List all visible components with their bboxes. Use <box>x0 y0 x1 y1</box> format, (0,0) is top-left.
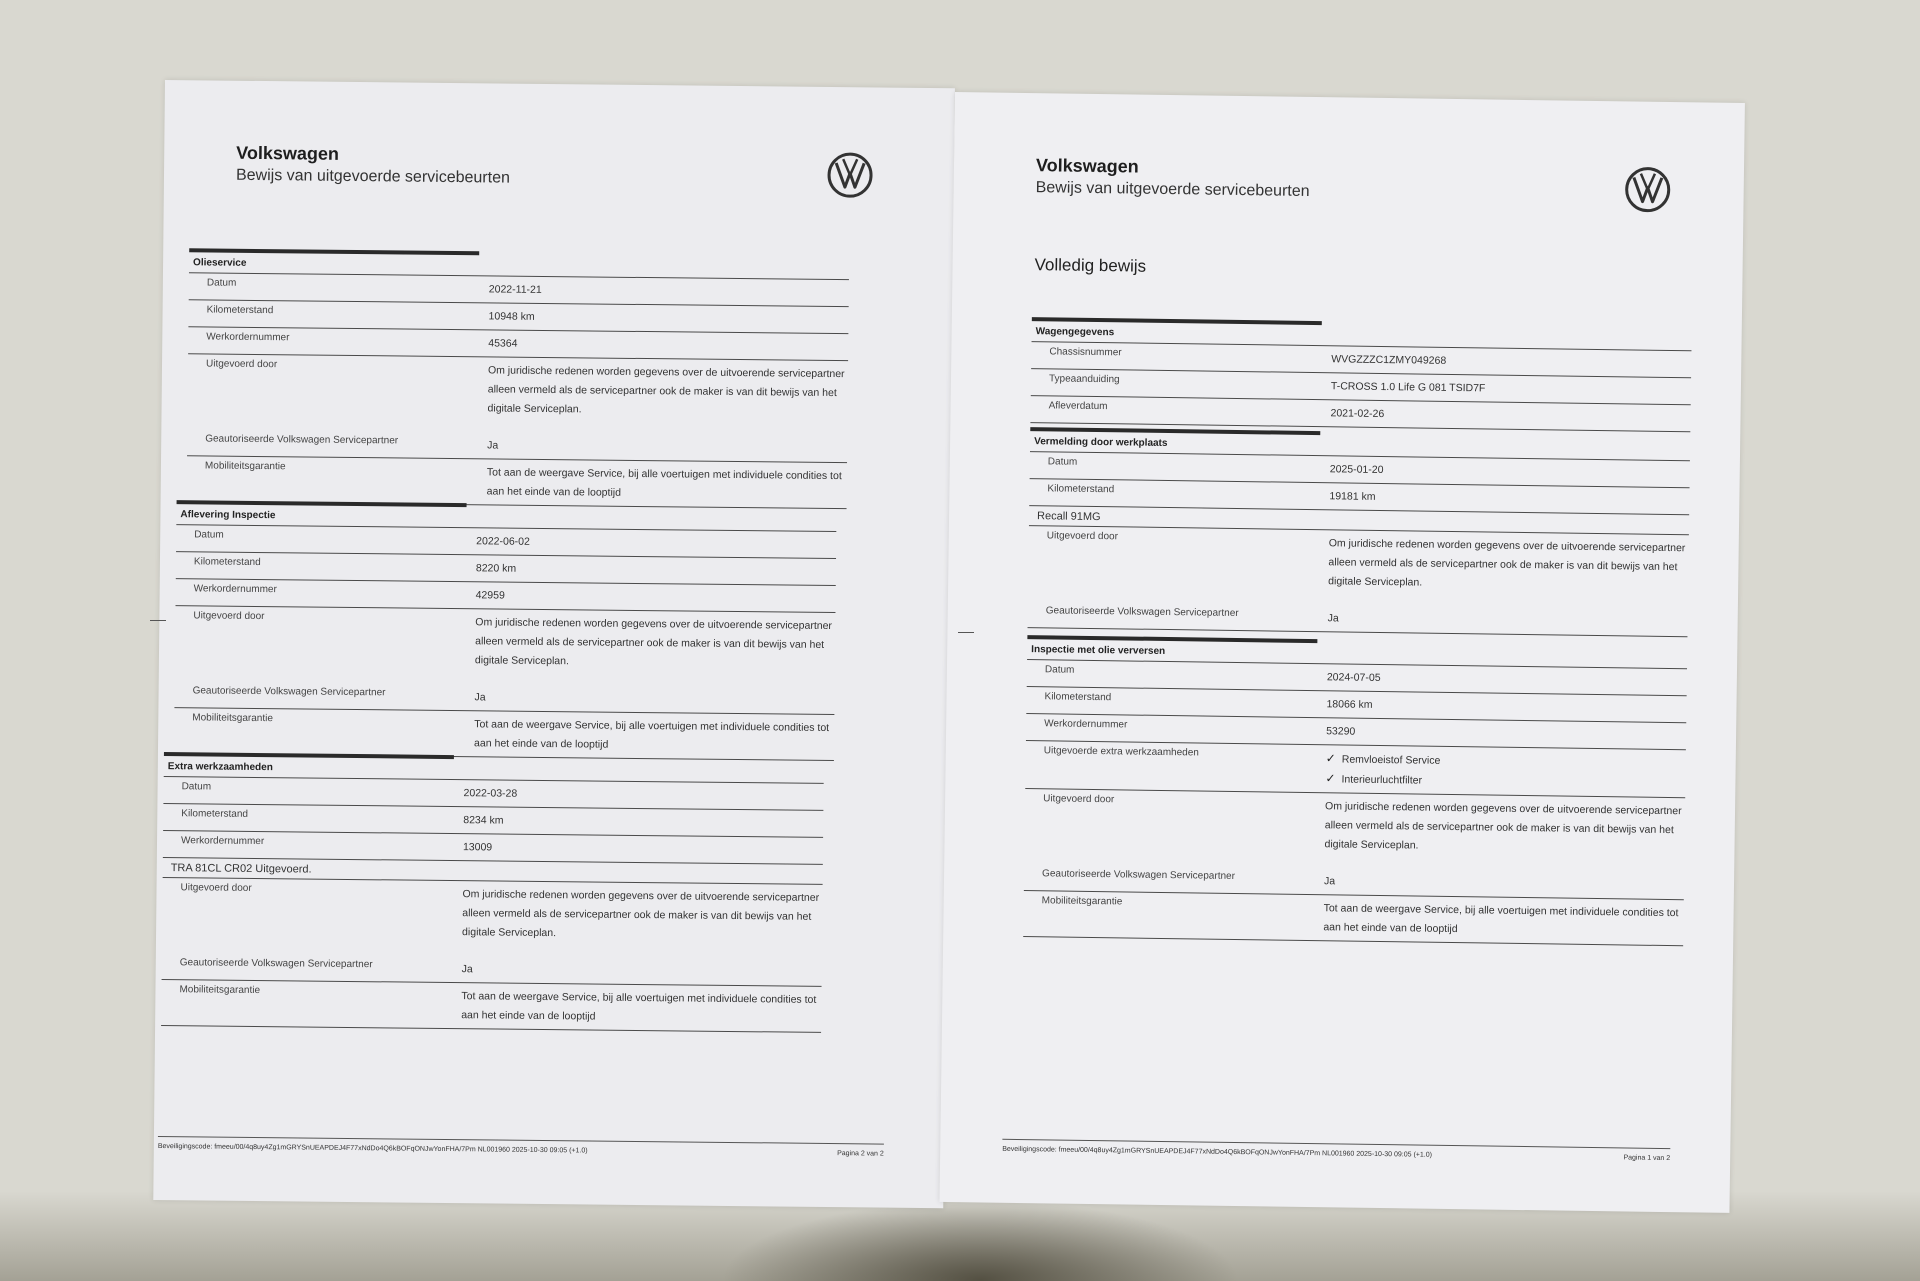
row-label: Werkordernummer <box>180 835 265 848</box>
section-title: Wagengegevens <box>1032 317 1322 345</box>
security-code: Beveiligingscode: fmeeu/00/4q8uy4Zg1mGRYSnUEAPDEJ4F77xNdDo4Q6kBOFqONJwYonFHA/7Pm NL001960 2025-10-30 09:05 (+1.0) <box>157 1142 588 1155</box>
page-number: Pagina 1 van 2 <box>1623 1154 1671 1163</box>
row-value: 8234 km <box>463 814 504 827</box>
row-label: Geautoriseerde Volkswagen Servicepartner <box>205 433 399 447</box>
row-value: Tot aan de weergave Service, bij alle voertuigen met individuele condities tot aan het einde van de looptijd <box>461 990 817 1023</box>
row-value: 2021-02-26 <box>1330 407 1385 421</box>
row-value: Tot aan de weergave Service, bij alle voertuigen met individuele condities tot aan het einde van de looptijd <box>474 718 830 751</box>
table-row <box>175 605 836 688</box>
row-label: Uitgevoerd door <box>205 358 278 371</box>
vw-logo-icon <box>1623 165 1672 214</box>
row-value: 2022-03-28 <box>463 787 518 800</box>
checked-item: ✓ Remvloeistof Service <box>1326 749 1686 774</box>
row-value: 18066 km <box>1326 698 1373 711</box>
document-subtitle: Bewijs van uitgevoerde servicebeurten <box>1035 179 1310 200</box>
row-label: Mobiliteitsgarantie <box>1041 895 1123 908</box>
row-value: 53290 <box>1326 725 1356 738</box>
page-number: Pagina 2 van 2 <box>837 1150 884 1158</box>
row-label: Kilometerstand <box>181 808 249 820</box>
page-edge-mark <box>958 632 974 633</box>
section-title: Aflevering Inspectie <box>176 500 466 527</box>
row-value: Om juridische redenen worden gegevens over de uitvoerende servicepartner alleen vermeld als de servicepartner ook de maker is van dit bewijs van het digitale Serviceplan. <box>1328 537 1686 589</box>
table-row <box>187 353 848 436</box>
row-value: Ja <box>1327 612 1339 625</box>
table-row <box>1023 890 1684 946</box>
row-value: Om juridische redenen worden gegevens over de uitvoerende servicepartner alleen vermeld als de servicepartner ook de maker is van dit bewijs van het digitale Serviceplan. <box>1324 800 1682 852</box>
row-value: 2022-11-21 <box>488 283 542 296</box>
row-value: 45364 <box>488 337 518 350</box>
table-row <box>1024 788 1685 873</box>
row-label: Datum <box>194 529 224 541</box>
vw-logo-icon <box>826 151 875 200</box>
row-label: TRA 81CL CR02 Uitgevoerd. <box>170 862 312 876</box>
section-aflevering-inspectie <box>174 500 837 761</box>
row-value: Om juridische redenen worden gegevens over de uitvoerende servicepartner alleen vermeld als de servicepartner ook de maker is van dit bewijs van het digitale Serviceplan. <box>487 364 845 416</box>
row-value: Ja <box>461 963 473 976</box>
row-value: WVGZZZC1ZMY049268 <box>1331 353 1447 367</box>
row-label: Afleverdatum <box>1048 400 1108 413</box>
section-title: Olieservice <box>189 248 479 275</box>
document-subtitle: Bewijs van uitgevoerde servicebeurten <box>235 166 511 187</box>
section-title: Vermelding door werkplaats <box>1030 427 1320 455</box>
row-label: Werkordernummer <box>206 331 290 344</box>
row-label: Geautoriseerde Volkswagen Servicepartner <box>1045 605 1239 620</box>
brand-name: Volkswagen <box>236 142 340 164</box>
row-label: Chassisnummer <box>1049 346 1122 359</box>
page-edge-mark <box>150 620 166 621</box>
row-label: Kilometerstand <box>206 304 274 317</box>
row-value: Ja <box>1323 875 1336 888</box>
page-footer <box>1002 1139 1670 1162</box>
row-label: Mobiliteitsgarantie <box>204 460 286 473</box>
row-value: 8220 km <box>475 562 517 575</box>
row-value: T-CROSS 1.0 Life G 081 TSID7F <box>1330 380 1486 395</box>
row-label: Kilometerstand <box>1047 483 1115 496</box>
row-label: Geautoriseerde Volkswagen Servicepartner <box>179 957 373 971</box>
document-page-1 <box>940 92 1745 1213</box>
table-row <box>162 877 823 960</box>
section-title: Extra werkzaamheden <box>164 752 454 779</box>
row-label: Werkordernummer <box>1044 718 1128 731</box>
section-olieservice <box>187 248 850 509</box>
row-value <box>1325 745 1686 797</box>
row-label: Recall 91MG <box>1037 510 1101 524</box>
checked-item: ✓ Interieurluchtfilter <box>1325 769 1685 794</box>
section-title: Inspectie met olie verversen <box>1027 635 1317 663</box>
row-label: Kilometerstand <box>1044 691 1112 704</box>
table-row <box>1028 525 1689 610</box>
row-value: Om juridische redenen worden gegevens over de uitvoerende servicepartner alleen vermeld als de servicepartner ook de maker is van dit bewijs van het digitale Serviceplan. <box>474 616 833 668</box>
row-label: Mobiliteitsgarantie <box>192 712 273 725</box>
row-value: 42959 <box>475 589 505 602</box>
row-label: Uitgevoerd door <box>1043 793 1115 806</box>
row-label: Datum <box>206 277 237 289</box>
row-value: 2024-07-05 <box>1326 671 1381 684</box>
row-label: Kilometerstand <box>193 556 261 569</box>
row-value: 19181 km <box>1329 490 1376 503</box>
row-value: 13009 <box>462 841 493 854</box>
row-label: Uitgevoerde extra werkzaamheden <box>1043 745 1199 759</box>
row-value: Tot aan de weergave Service, bij alle voertuigen met individuele condities tot aan het einde van de looptijd <box>486 466 842 499</box>
row-label: Mobiliteitsgarantie <box>179 984 261 997</box>
row-label: Werkordernummer <box>193 583 277 596</box>
row-value: Tot aan de weergave Service, bij alle voertuigen met individuele condities tot aan het einde van de looptijd <box>1323 902 1679 936</box>
row-label: Uitgevoerd door <box>180 882 252 894</box>
page-heading: Volledig bewijs <box>1034 255 1147 276</box>
row-label: Datum <box>1044 664 1075 676</box>
row-value: 10948 km <box>488 310 535 323</box>
brand-name: Volkswagen <box>1035 155 1139 177</box>
row-label: Typeaanduiding <box>1048 373 1120 386</box>
row-label: Datum <box>181 781 212 793</box>
section-wagengegevens <box>1030 317 1691 432</box>
row-value: Ja <box>487 439 499 452</box>
section-vermelding-werkplaats <box>1028 427 1691 637</box>
section-extra-werkzaamheden <box>161 752 824 1033</box>
security-code: Beveiligingscode: fmeeu/00/4q8uy4Zg1mGRYSnUEAPDEJ4F77xNdDo4Q6kBOFqONJwYonFHA/7Pm NL001960 2025-10-30 09:05 (+1.0) <box>1002 1145 1433 1159</box>
row-value: 2025-01-20 <box>1329 463 1384 477</box>
row-label: Geautoriseerde Volkswagen Servicepartner <box>192 685 386 699</box>
row-value: Om juridische redenen worden gegevens over de uitvoerende servicepartner alleen vermeld als de servicepartner ook de maker is van dit bewijs van het digitale Serviceplan. <box>462 888 820 940</box>
row-value: 2022-06-02 <box>476 535 530 548</box>
row-label: Uitgevoerd door <box>1046 530 1119 543</box>
page-footer <box>158 1136 884 1158</box>
document-page-2 <box>153 80 955 1208</box>
table-row <box>161 979 821 1033</box>
row-label: Geautoriseerde Volkswagen Servicepartner <box>1042 868 1236 882</box>
row-label: Datum <box>1047 456 1078 468</box>
row-label: Uitgevoerd door <box>193 610 265 623</box>
row-value: Ja <box>474 691 486 704</box>
section-inspectie-olie <box>1023 635 1687 946</box>
